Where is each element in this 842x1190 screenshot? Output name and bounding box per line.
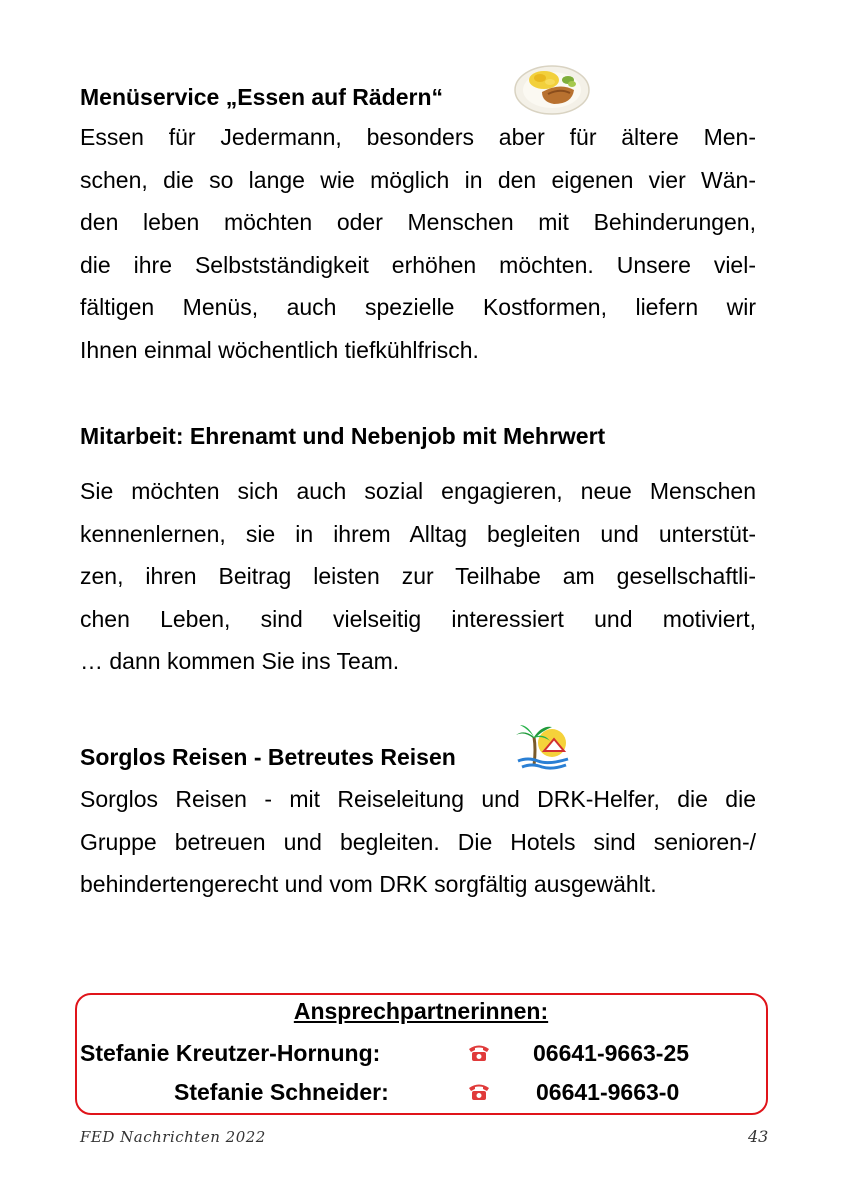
- text-line: Sorglos Reisen - mit Reiseleitung und DRK-Helfer, die die: [80, 786, 756, 812]
- food-plate-icon: [512, 58, 592, 118]
- text-line: chen Leben, sind vielseitig interessiert und motiviert,: [80, 605, 756, 632]
- text-line: schen, die so lange wie möglich in den eigenen vier Wän-: [80, 166, 756, 193]
- text-line: Sie möchten sich auch sozial engagieren, neue Menschen: [80, 478, 756, 504]
- section1-body: [80, 116, 756, 371]
- text-line: den leben möchten oder Menschen mit Behinderungen,: [80, 209, 756, 235]
- text-line: Essen für Jedermann, besonders aber für ältere Men-: [80, 124, 756, 150]
- footer-publication: FED Nachrichten 2022: [80, 1128, 266, 1146]
- section-heading-sorglos-reisen: Sorglos Reisen - Betreutes Reisen: [80, 744, 456, 770]
- text-line: … dann kommen Sie ins Team.: [80, 648, 400, 674]
- telephone-icon: [467, 1081, 491, 1101]
- text-line: behindertengerecht und vom DRK sorgfältig ausgewählt.: [80, 871, 657, 897]
- contact-phone[interactable]: 06641-9663-25: [533, 1040, 690, 1066]
- text-line: kennenlernen, sie in ihrem Alltag begleiten und unterstüt-: [80, 520, 756, 547]
- text-line: zen, ihren Beitrag leisten zur Teilhabe am gesellschaftli-: [80, 563, 756, 589]
- contact-name: Stefanie Kreutzer-Hornung:: [80, 1040, 381, 1066]
- section-heading-menueservice: Menüservice „Essen auf Rädern“: [80, 84, 444, 110]
- page-number: 43: [748, 1127, 769, 1146]
- telephone-icon: [467, 1042, 491, 1062]
- section3-body: [80, 778, 756, 906]
- palm-island-icon: [514, 721, 572, 771]
- section-heading-mitarbeit: Mitarbeit: Ehrenamt und Nebenjob mit Mehrwert: [80, 423, 606, 449]
- text-line: Gruppe betreuen und begleiten. Die Hotels sind senioren-/: [80, 828, 756, 855]
- contact-phone[interactable]: 06641-9663-0: [536, 1079, 680, 1105]
- section2-body: [80, 470, 756, 683]
- text-line: die ihre Selbstständigkeit erhöhen möchten. Unsere viel-: [80, 251, 756, 278]
- contact-name: Stefanie Schneider:: [174, 1079, 389, 1105]
- text-line: Ihnen einmal wöchentlich tiefkühlfrisch.: [80, 336, 479, 363]
- text-line: fältigen Menüs, auch spezielle Kostformen, liefern wir: [80, 294, 756, 320]
- contact-title: Ansprechpartnerinnen:: [293, 998, 549, 1024]
